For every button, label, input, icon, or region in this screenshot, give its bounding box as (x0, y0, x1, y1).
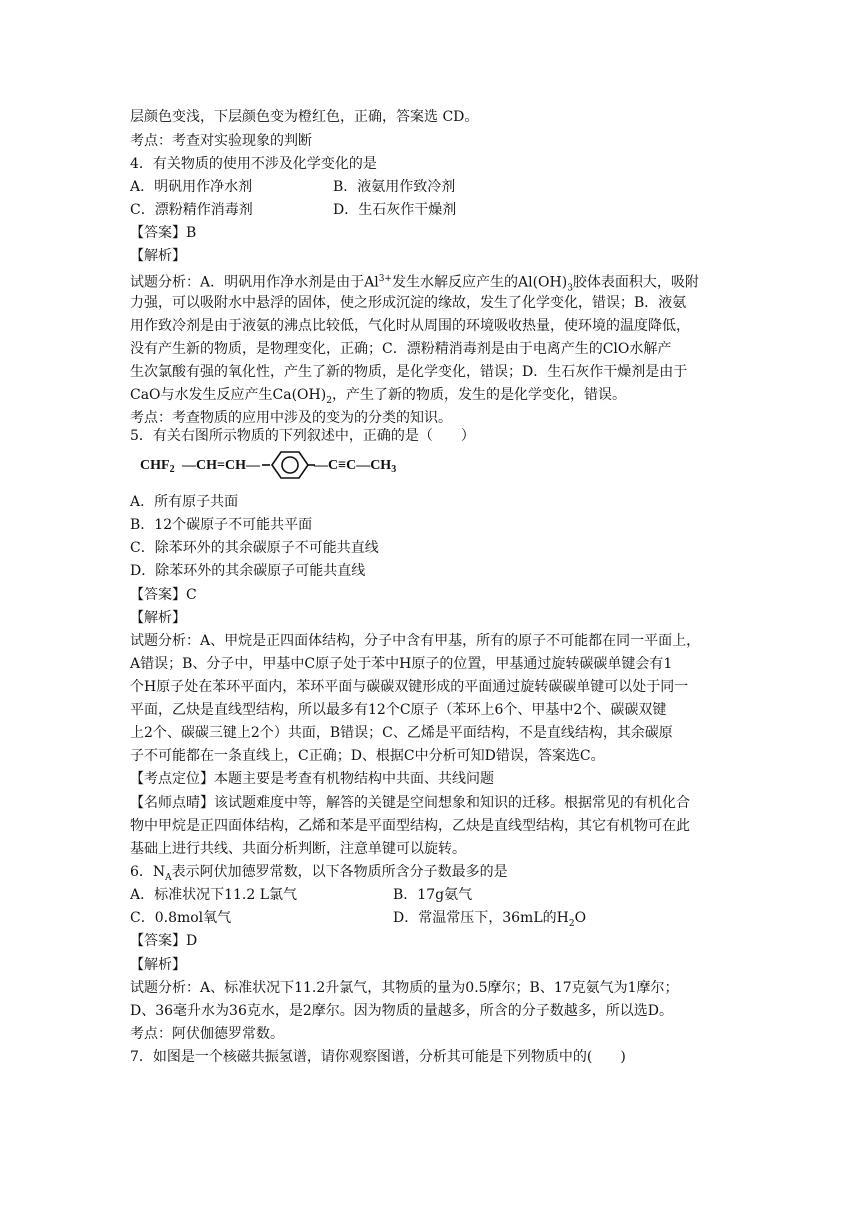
q6-option-c: C．0.8mol氧气 (130, 910, 232, 926)
q5-analysis-line: 平面，乙炔是直线型结构，所以最多有12个C原子（苯环上6个、甲基中2个、碳碳双键 (130, 702, 667, 718)
q6-kaodian: 考点：阿伏伽德罗常数。 (130, 1026, 284, 1042)
q5-option-d: D．除苯环外的其余碳原子可能共直线 (130, 563, 366, 579)
q4-jiexi-heading: 【解析】 (130, 248, 186, 264)
q6-jiexi-heading: 【解析】 (130, 957, 186, 973)
q4-option-d: D．生石灰作干燥剂 (333, 202, 457, 218)
q5-mingshi-line: 基础上进行共线、共面分析判断，注意单键可以旋转。 (130, 841, 466, 857)
q4-analysis-line: CaO与水发生反应产生$Ca(OH)_2$，产生了新的物质，发生的是化学变化，错误。 (130, 387, 626, 406)
q6-stem: 6．$N_A$表示阿伏加德罗常数，以下各物质所含分子数最多的是 (130, 864, 508, 883)
q5-option-a: A．所有原子共面 (130, 494, 239, 510)
benzene-ring-icon (262, 452, 315, 478)
q4-analysis-line: 没有产生新的物质，是物理变化，正确；C．漂粉精消毒剂是由于电离产生的ClO水解产 (130, 341, 672, 357)
q5-mingshi-line: 物中甲烷是正四面体结构，乙烯和苯是平面型结构，乙炔是直线型结构，其它有机物可在此 (130, 818, 690, 834)
molecule-structure-diagram (138, 447, 438, 481)
q5-kaodian-dingwei: 【考点定位】本题主要是考查有机物结构中共面、共线问题 (130, 771, 494, 787)
q5-analysis-line: 上2个、碳碳三键上2个）共面，B错误；C、乙烯是平面结构，不是直线结构，其余碳原 (130, 725, 673, 741)
q5-analysis-line: A错误；B、分子中，甲基中C原子处于苯中H原子的位置，甲基通过旋转碳碳单键会有1 (130, 656, 673, 672)
q6-option-b: B．17g氨气 (393, 887, 473, 903)
q5-jiexi-heading: 【解析】 (130, 610, 186, 626)
q4-analysis-line: 力强，可以吸附水中悬浮的固体，使之形成沉淀的缘故，发生了化学变化，错误；B．液氨 (130, 295, 687, 311)
q4-analysis-line: 生次氯酸有强的氧化性，产生了新的物质，是化学变化，错误；D．生石灰作干燥剂是由于 (130, 364, 688, 380)
q5-analysis-line: 个H原子处在苯环平面内，苯环平面与碳碳双键形成的平面通过旋转碳碳单键可以处于同一 (130, 679, 689, 695)
structure-group-propynyl: $—C\equiv C—CH_3$ (314, 458, 397, 475)
q4-analysis-line: 用作致冷剂是由于液氨的沸点比较低，气化时从周围的环境吸收热量，使环境的温度降低， (130, 318, 690, 334)
q4-analysis-line: 试题分析：A．明矾用作净水剂是由于$Al^{3+}$发生水解反应产生的$Al(OH)_3$胶体表面积大，吸附 (130, 274, 699, 294)
q5-analysis-line: 子不可能都在一条直线上，C正确；D、根据C中分析可知D错误，答案选C。 (130, 748, 605, 764)
q6-analysis-line: D、36毫升水为36克水，是2摩尔。因为物质的量越多，所含的分子数越多，所以选D。 (130, 1003, 673, 1019)
q4-option-b: B．液氨用作致冷剂 (333, 179, 456, 195)
q6-answer: 【答案】D (130, 933, 198, 949)
structure-group-vinyl: —CH=CH— (182, 458, 260, 473)
q5-analysis-line: 试题分析：A、甲烷是正四面体结构，分子中含有甲基，所有的原子不可能都在同一平面上， (130, 633, 701, 649)
q6-analysis-line: 试题分析：A、标准状况下11.2升氯气，其物质的量为0.5摩尔；B、17克氨气为1摩尔； (130, 980, 679, 996)
q4-option-c: C．漂粉精作消毒剂 (130, 202, 253, 218)
q6-option-d: D．常温常压下，36mL的$H_2O$ (393, 910, 587, 929)
q5-answer: 【答案】C (130, 587, 197, 603)
q5-option-c: C．除苯环外的其余碳原子不可能共直线 (130, 540, 379, 556)
q4-kaodian: 考点：考查物质的应用中涉及的变为的分类的知识。 (130, 410, 452, 426)
q3-tail: 层颜色变浅，下层颜色变为橙红色，正确，答案选 CD。 (130, 109, 479, 125)
structure-group-chf2: $CHF_2$ (140, 458, 175, 475)
q6-option-a: A．标准状况下11.2 L氯气 (130, 887, 298, 903)
q5-stem: 5．有关右图所示物质的下列叙述中，正确的是（ ） (130, 428, 475, 444)
q4-answer: 【答案】B (130, 225, 197, 241)
q3-kaodian: 考点：考查对实验现象的判断 (130, 133, 312, 149)
q4-stem: 4．有关物质的使用不涉及化学变化的是 (130, 156, 377, 172)
q7-stem: 7．如图是一个核磁共振氢谱，请你观察图谱，分析其可能是下列物质中的( ) (130, 1049, 626, 1065)
q4-option-a: A．明矾用作净水剂 (130, 179, 253, 195)
q5-mingshi-line: 【名师点晴】该试题难度中等，解答的关键是空间想象和知识的迁移。根据常见的有机化合 (130, 795, 690, 811)
q5-option-b: B．12个碳原子不可能共平面 (130, 517, 313, 533)
